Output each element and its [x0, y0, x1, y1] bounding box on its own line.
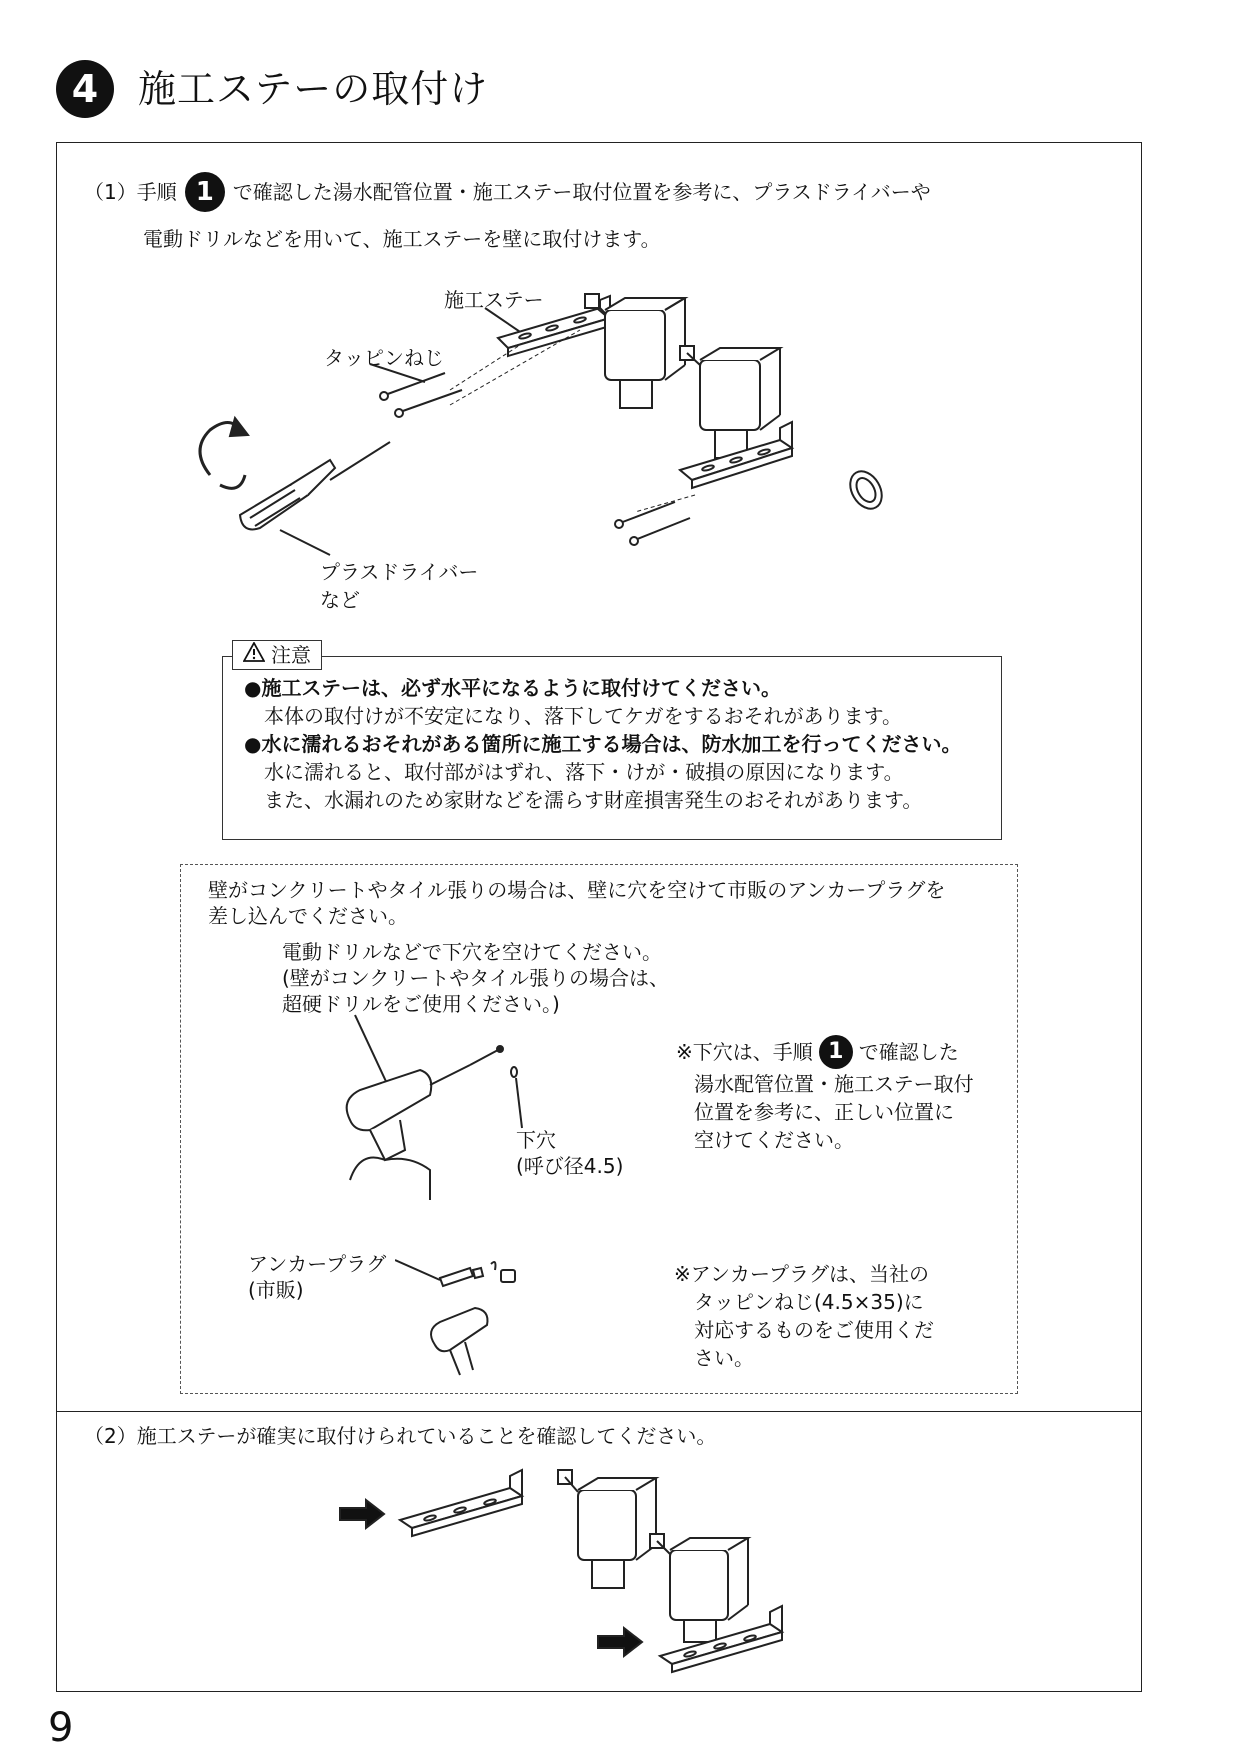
hole-note-prefix: ※下穴は、手順	[676, 1040, 813, 1064]
anchor-plug-label-1: アンカープラグ	[248, 1252, 387, 1276]
anchor-note-2: タッピンねじ(4.5×35)に	[694, 1290, 924, 1314]
caution-line-1: ●施工ステーは、必ず水平になるように取付けてください。	[244, 676, 782, 700]
anchor-note-3: 対応するものをご使用くだ	[694, 1318, 934, 1342]
drill-note-3: 超硬ドリルをご使用ください。)	[282, 992, 560, 1016]
section2-text: （2）施工ステーが確実に取付けられていることを確認してください。	[84, 1424, 717, 1448]
hole-note-line-1	[676, 1034, 959, 1070]
caution-title: 注意	[271, 643, 311, 667]
section1-suffix: で確認した湯水配管位置・施工ステー取付位置を参考に、プラスドライバーや	[232, 180, 931, 204]
caution-line-3: ●水に濡れるおそれがある箇所に施工する場合は、防水加工を行ってください。	[244, 732, 962, 756]
section1-prefix: （1）手順	[84, 180, 177, 204]
caution-line-5: また、水漏れのため家財などを濡らす財産損害発生のおそれがあります。	[264, 788, 923, 812]
caution-line-2: 本体の取付けが不安定になり、落下してケガをするおそれがあります。	[264, 704, 902, 728]
label-screwdriver-1: プラスドライバー	[320, 560, 479, 584]
section1-line2: 電動ドリルなどを用いて、施工ステーを壁に取付けます。	[143, 227, 661, 251]
hole-note-line-3: 位置を参考に、正しい位置に	[694, 1100, 954, 1124]
installation-illustration	[180, 290, 1000, 600]
confirm-illustration	[330, 1450, 810, 1680]
hole-note-suffix: で確認した	[858, 1040, 959, 1064]
hole-note-line-4: 空けてください。	[694, 1128, 854, 1152]
anchor-intro-2: 差し込んでください。	[208, 904, 408, 928]
anchor-plug-label-2: (市販)	[248, 1278, 304, 1302]
caution-tab	[232, 640, 322, 670]
warning-triangle-icon	[243, 640, 265, 670]
pilot-hole-label-1: 下穴	[516, 1128, 556, 1152]
step-ref-badge-2: 1	[819, 1035, 853, 1069]
anchor-note-1: ※アンカープラグは、当社の	[674, 1262, 929, 1286]
anchor-intro-1: 壁がコンクリートやタイル張りの場合は、壁に穴を空けて市販のアンカープラグを	[208, 878, 946, 902]
drill-illustration	[330, 1010, 530, 1210]
step-number-badge: 4	[56, 60, 114, 118]
section1-line1	[84, 170, 931, 214]
label-screwdriver-2: など	[320, 588, 360, 612]
anchor-plug-illustration	[395, 1250, 535, 1380]
step-ref-badge: 1	[185, 172, 225, 212]
page-number: 9	[48, 1705, 74, 1751]
hole-note-line-2: 湯水配管位置・施工ステー取付	[694, 1072, 974, 1096]
label-stay: 施工ステー	[444, 288, 544, 312]
anchor-note-4: さい。	[694, 1346, 754, 1370]
page-title: 施工ステーの取付け	[138, 67, 489, 111]
drill-note-2: (壁がコンクリートやタイル張りの場合は、	[282, 966, 670, 990]
drill-note-1: 電動ドリルなどで下穴を空けてください。	[282, 940, 662, 964]
section-divider	[56, 1411, 1142, 1412]
caution-line-4: 水に濡れると、取付部がはずれ、落下・けが・破損の原因になります。	[264, 760, 904, 784]
pilot-hole-label-2: (呼び径4.5)	[516, 1154, 624, 1178]
label-tapping-screw: タッピンねじ	[324, 346, 444, 370]
